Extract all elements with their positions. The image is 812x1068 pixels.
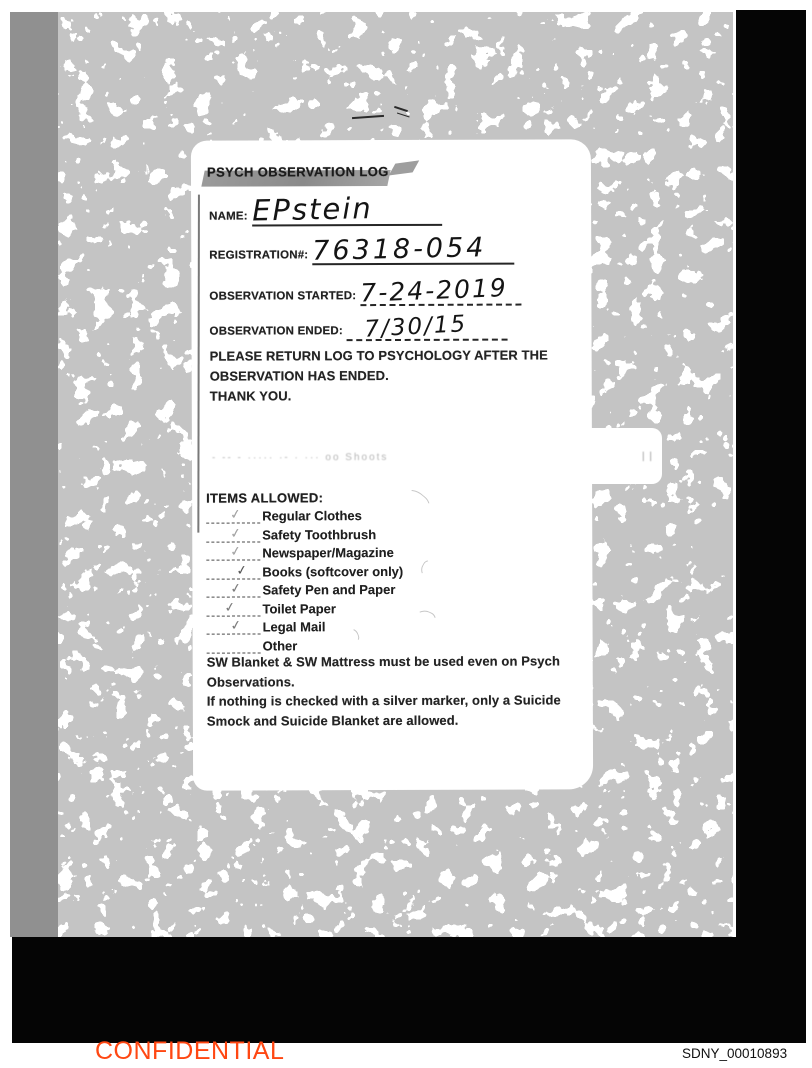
handwritten-registration: 76318-054 [312,232,487,267]
checklist-item [206,600,586,620]
observation-started-field [209,273,521,308]
item-label: Toilet Paper [262,600,336,616]
checklist-item [206,544,586,564]
return-notice [210,345,570,406]
registration-field [209,234,514,266]
scan-shadow-bottom [12,937,806,1043]
handwritten-start-date: 7-24-2019 [359,273,509,308]
bates-number: SDNY_00010893 [682,1046,788,1061]
checkmark: ✓ [229,524,243,541]
blanket-policy-note [207,651,587,730]
observation-log-label [191,139,653,790]
observation-ended-field [209,311,507,343]
item-label: Regular Clothes [262,508,362,524]
checkmark: ✓ [229,616,243,634]
redacted-text-remnant: - -- - ····· ·- · ··· oo Shoots | | [211,451,653,464]
check-blank [206,566,260,579]
blanket-policy-line: SW Blanket & SW Mattress must be used even on Psych [206,653,561,670]
name-field [209,192,442,227]
blanket-policy-line: Smock and Suicide Blanket are allowed. [206,712,459,729]
notebook-spine-strip [10,12,58,937]
item-label: Other [262,637,298,653]
checklist-item [206,581,586,601]
checklist-item [206,507,586,527]
registration-field-label: REGISTRATION#: [209,249,309,262]
redaction-edge-mark: | | [641,451,653,463]
blanket-policy-line: If nothing is checked with a silver marker, only a Suicide [206,692,561,709]
item-label: Newspaper/Magazine [262,544,394,561]
return-notice-line: OBSERVATION HAS ENDED. [209,368,389,384]
item-label: Books (softcover only) [262,563,404,579]
items-allowed-heading: ITEMS ALLOWED: [206,490,324,506]
ended-underline [347,311,508,343]
stray-pen-line [197,195,200,533]
item-label: Legal Mail [262,619,326,635]
checkmark: ✓ [229,542,243,560]
scan-shadow-right [736,10,806,1043]
handwritten-name: EPstein [251,191,373,228]
item-label: Safety Toothbrush [262,526,377,542]
label-title-block [207,164,389,187]
blanket-policy-line: Observations. [206,673,295,690]
label-title: PSYCH OBSERVATION LOG [206,164,389,180]
checkmark: ✓ [229,505,243,523]
confidential-stamp: CONFIDENTIAL [95,1037,285,1065]
return-notice-line: THANK YOU. [209,388,292,404]
started-underline [359,273,521,308]
checklist-item [206,526,586,546]
checklist-item [206,563,586,583]
checkmark: ✓ [235,561,249,578]
name-underline [252,192,443,227]
checkmark: ✓ [223,598,237,615]
name-field-label: NAME: [209,210,248,223]
observation-started-label: OBSERVATION STARTED: [209,290,357,303]
return-notice-line: PLEASE RETURN LOG TO PSYCHOLOGY AFTER THE [209,347,548,364]
item-label: Safety Pen and Paper [262,581,396,598]
registration-underline [312,234,514,266]
handwritten-end-date: 7/30/15 [364,311,469,343]
marker-smudge-tail [389,160,420,175]
check-blank [207,640,261,653]
checkmark: ✓ [229,579,243,597]
checklist-item [207,618,587,638]
observation-ended-label: OBSERVATION ENDED: [209,325,343,338]
items-allowed-section [206,489,587,656]
